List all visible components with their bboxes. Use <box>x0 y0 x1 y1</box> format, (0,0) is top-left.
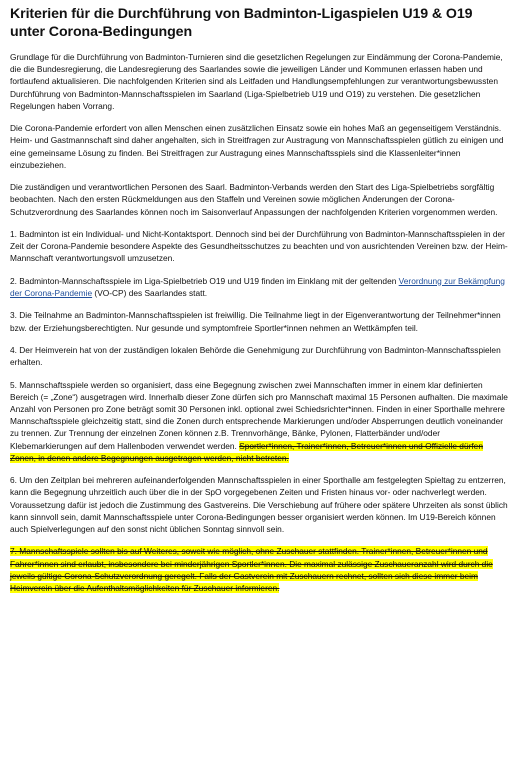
criterion-5-text: 5. Mannschaftsspiele werden so organisiert, dass eine Begegnung zwischen zwei Mannschaften immer in einem klar definierten Bereich (= „Zone“) ausgetragen wird. Innerhalb dieser Zone dürfen sich pro Mannschaft maximal 15 Personen aufhalten. Die maximale Anzahl von Personen pro Zone beträgt somit 30 Personen inkl. optional zwei Schiedsrichter*innen. Finden in einer Sporthalle mehrere Mannschaftsspiele gleichzeitig statt, sind die Zonen durch entsprechende Markierungen und/oder Absperrungen deutlich voneinander zu trennen. Zur Trennung der einzelnen Zonen können z.B. Trennvorhänge, Bänke, Pylonen, Flatterbänder und/oder Klebemarkierungen auf dem Hallenboden verwendet werden. <box>10 379 508 451</box>
pandemic-paragraph: Die Corona-Pandemie erfordert von allen Menschen einen zusätzlichen Einsatz sowie ein hohes Maß an gegenseitigem Verständnis. Heim- und Gastmannschaft sind daher angehalten, sich in Streitfragen zur Austragung von Mannschaftsspielen gütlich zu einigen und eine gemeinsame Lösung zu finden. Bei Streitfragen zur Austragung eines Mannschaftsspiels sind die Klassenleiter*innen einzubeziehen. <box>10 123 504 170</box>
criterion-7-paragraph <box>10 545 508 594</box>
criterion-2-paragraph <box>10 275 508 299</box>
criterion-3-paragraph: 3. Die Teilnahme an Badminton-Mannschaftsspielen ist freiwillig. Die Teilnahme liegt in der Eigenverantwortung der Teilnehmer*innen bzw. der Erziehungsberechtigten. Nur gesunde und symptomfreie Sportler*innen nehmen an Wettkämpfen teil. <box>10 310 501 333</box>
criterion-1-paragraph: 1. Badminton ist ein Individual- und Nicht-Kontaktsport. Dennoch sind bei der Durchführung von Badminton-Mannschaftsspielen in der Zeit der Corona-Pandemie besondere Aspekte des Gesundheitsschutzes zu beachten und von ausrichtenden Vereinen bzw. der Heim-Mannschaft verantwortungsvoll umzusetzen. <box>10 229 508 264</box>
document-title: Kriterien für die Durchführung von Badminton-Ligaspielen U19 & O19 unter Corona-Bedingungen <box>10 6 473 40</box>
association-paragraph: Die zuständigen und verantwortlichen Personen des Saarl. Badminton-Verbands werden den Start des Liga-Spielbetriebs sorgfältig beobachten. Nach den ersten Rückmeldungen aus den Staffeln und Vereinen sowie möglichen Änderungen der Corona-Schutzverordnung des Saarlandes können noch im Saisonverlauf Anpassungen der nachfolgenden Kriterien vorgenommen werden. <box>10 182 498 217</box>
criterion-5-paragraph <box>10 379 508 464</box>
criterion-5-struck-highlight: Sportler*innen, Trainer*innen, Betreuer*innen und Offizielle dürfen Zonen, in denen andere Begegnungen ausgetragen werden, nicht betreten. <box>10 440 483 463</box>
criterion-6-paragraph: 6. Um den Zeitplan bei mehreren aufeinanderfolgenden Mannschaftsspielen in einer Sporthalle am festgelegten Spieltag zu entzerren, kann die Begegnung uhrzeitlich auch über die in der SpO vorgegebenen Zeiten und Fristen hinaus vor- oder nachverlegt werden. Voraussetzung dafür ist jedoch die Zustimmung des Gastvereins. Die Verschiebung auf frühere oder spätere Uhrzeiten als sonst üblich kann sinnvoll sein, damit Mannschaftsspiele unter Corona-Bedingungen besser organisiert werden können. Im U19-Bereich können auch Spielverlegungen auf den sonst nicht üblichen Sonntag sinnvoll sein. <box>10 475 508 534</box>
criterion-4-paragraph: 4. Der Heimverein hat von der zuständigen lokalen Behörde die Genehmigung zur Durchführung von Badminton-Mannschaftsspielen erhalten. <box>10 344 501 368</box>
criterion-7-struck-highlight: 7. Mannschaftsspiele sollten bis auf Weiteres, soweit wie möglich, ohne Zuschauer stattfinden. Trainer*innen, Betreuer*innen und Fahrer*innen sind erlaubt, insbesondere bei minderjährigen Sportler*innen. Die maximal zulässige Zuschaueranzahl wird durch die jeweils gültige Corona-Schutzverordnung geregelt. Falls der Gastverein mit Zuschauern rechnet, sollten sich diese immer beim Heimverein über die Aufenthaltsmöglichkeiten für Zuschauer informieren. <box>10 546 493 593</box>
criterion-2-text-start: 2. Badminton-Mannschaftsspiele im Liga-Spielbetrieb O19 und U19 finden im Einklang mit der geltenden <box>10 275 399 286</box>
criterion-2-text-end: (VO-CP) des Saarlandes statt. <box>92 288 208 298</box>
intro-paragraph: Grundlage für die Durchführung von Badminton-Turnieren sind die gesetzlichen Regelungen zur Eindämmung der Corona-Pandemie, die die Bundesregierung, die Landesregierung des Saarlandes sowie die jeweiligen Länder und Kommunen erlassen haben und fortlaufend aktualisieren. Die nachfolgenden Kriterien sind als Leitfaden und Handlungsempfehlungen zur verantwortungsbewussten Durchführung von Badminton-Mannschaftsspielen im Saarland (Liga-Spielbetrieb U19 und O19) zu verstehen. Die gesetzlichen Regelungen haben Vorrang. <box>10 52 503 111</box>
regulation-link[interactable]: Verordnung zur Bekämpfung der Corona-Pandemie <box>10 275 505 298</box>
